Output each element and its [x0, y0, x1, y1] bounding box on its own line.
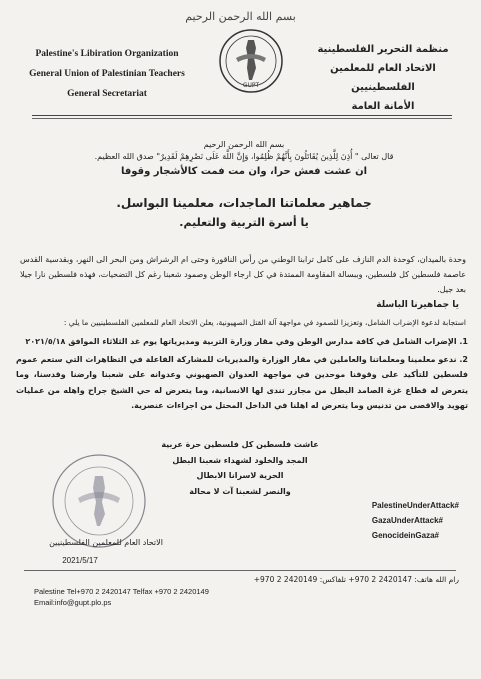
secretariat-ar: الأمانة العامة [351, 101, 415, 112]
union-name-ar: الاتحاد العام للمعلمين الفلسطينيين [330, 63, 436, 93]
signature-date: 2021/5/17 [62, 556, 98, 565]
footer-email: Email:info@gupt.plo.ps [34, 598, 112, 607]
hashtag: GenocideinGaza# [371, 531, 439, 540]
announcement-points [16, 334, 468, 416]
hashtag-list [372, 498, 459, 543]
footer-contact-arabic: رام الله هاتف: 2420147 2 970+ تلفاكس: 2420149 2 970+ [253, 575, 459, 584]
footer-contact-english: Palestine Tel+970 2 2420147 Telfax +970 2 2420149 [34, 587, 209, 596]
signature-name: الاتحاد العام للمعلمين الفلسطينيين [49, 538, 163, 547]
hashtag: GazaUnderAttack# [371, 516, 443, 525]
greeting-secondary: يا أسرة التربية والتعليم. [179, 216, 309, 229]
slogan-line: الحرية لاسرانا الابطال [196, 471, 284, 480]
letterhead-arabic [303, 40, 463, 116]
union-logo [218, 28, 284, 94]
official-stamp [50, 452, 148, 550]
header-divider [32, 115, 452, 116]
org-name-ar: منظمة التحرير الفلسطينية [317, 44, 449, 55]
opening-paragraph: وحدة بالميدان، كوحدة الدم النازف على كامل ترابنا الوطني من رأس الناقورة وحتى ام الرشراش ومن البحر الى النهر، وبقدسية القدس عاصمة فلسطين كل فلسطين، وببسالة المقاومة الممتدة في كل ارجاء الوطن وصمود شعبنا رغم كل التضحيات، فهذه فلسطين نارا جيلا بعد جيل. [20, 255, 466, 294]
letterhead-english [22, 44, 192, 104]
footer-divider [24, 570, 456, 571]
motto: ان عشت فعش حرا، وان مت فمت كالأشجار وقوفا [120, 166, 368, 177]
announcement-intro: استجابة لدعوة الإضراب الشامل، وتعزيزا للصمود في مواجهة آلة القتل الصهيونية، يعلن الاتحاد العام للمعلمين الفلسطينيين ما يلي : [63, 318, 466, 327]
union-name-en: General Union of Palestinian Teachers [29, 69, 185, 79]
org-name-en: Palestine's Libiration Organization [35, 49, 179, 59]
slogan-line: المجد والخلود لشهداء شعبنا البطل [172, 455, 308, 465]
slogan-line: والنصر لشعبنا آت لا محالة [189, 486, 291, 496]
point-1: 1. الإضراب الشامل في كافة مدارس الوطن وفي مقار وزارة التربية ومديرياتها يوم غد الثلاثاء الموافق ٢٠٢١/٥/١٨ [25, 337, 468, 346]
body-basmala: بسم الله الرحمن الرحيم [203, 140, 285, 149]
quran-verse: قال تعالى " أُذِنَ لِلَّذِينَ يُقَاتَلُونَ بِأَنَّهُمْ ظُلِمُوا، وَإِنَّ اللَّهَ عَلَى نَصْرِهِمْ لَقَدِيرٌ" صدق الله العظيم. [94, 152, 394, 161]
point-2: 2. ندعو معلمينا ومعلماتنا والعاملين في مقار الوزارة والمديريات للمشاركة الفاعلة في التظاهرات التي ستعم عموم فلسطين للتأكيد على وقوفنا موحدين في مواجهة العدوان الصهيوني وعدوانه على شعبنا وارضنا وقدسنا، وما يتعرض له قطاع غزة الصامد البطل من مجازر تندى لها الانسانية، وما يتعرض له حي الشيخ جراح واهله من عمليات تهويد والاقصى من تدنيس وما يتعرض له اهلنا في الداخل المحتل من اجراءات عنصرية. [16, 354, 468, 410]
slogan-line: عاشت فلسطين كل فلسطين حرة عربية [161, 440, 319, 449]
header-divider-thin [32, 118, 452, 119]
greeting: جماهير معلماتنا الماجدات، معلمينا البواسل. [116, 196, 372, 210]
svg-text:GUPT: GUPT [242, 82, 260, 89]
hashtag: PalestineUnderAttack# [371, 501, 459, 510]
secretariat-en: General Secretariat [67, 89, 147, 99]
salutation: يا جماهيرنا الباسلة [376, 300, 459, 310]
closing-slogans [140, 437, 340, 499]
letterhead-basmala: بسم الله الرحمن الرحيم [185, 10, 296, 23]
